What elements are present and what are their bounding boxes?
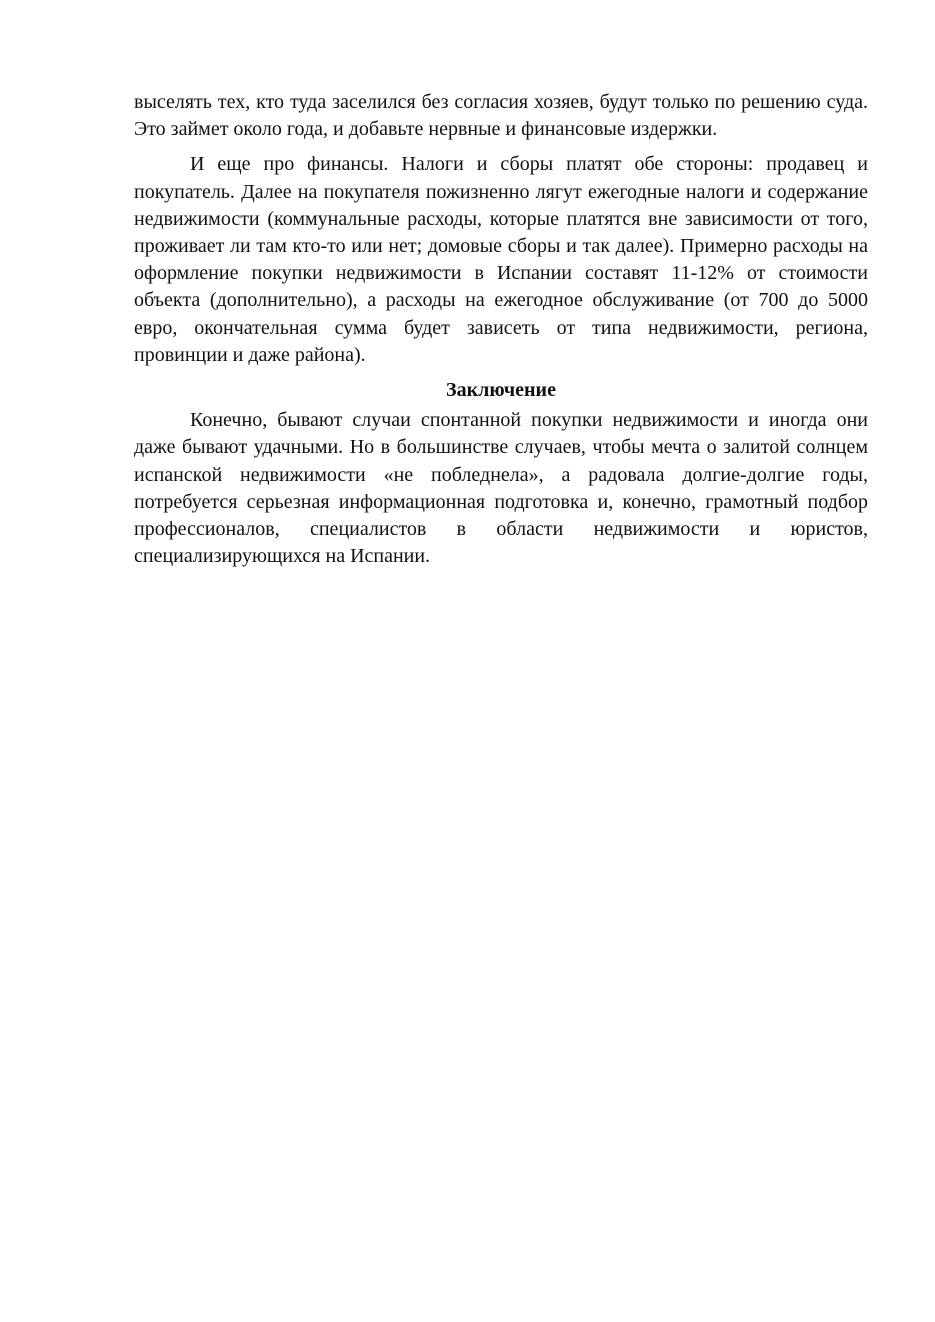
- paragraph-conclusion: Конечно, бывают случаи спонтанной покупки недвижимости и иногда они даже бывают удачными. Но в большинстве случаев, чтобы мечта о залитой солнцем испанской недвижимости «не побледнела», а радовала долгие-долгие годы, потребуется серьезная информационная подготовка и, конечно, грамотный подбор профессионалов, специалистов в области недвижимости и юристов, специализирующихся на Испании.: [134, 409, 868, 568]
- paragraph-finances: И еще про финансы. Налоги и сборы платят обе стороны: продавец и покупатель. Далее на покупателя пожизненно лягут ежегодные налоги и содержание недвижимости (коммунальные расходы, которые платятся вне зависимости от того, проживает ли там кто-то или нет; домовые сборы и так далее). Примерно расходы на оформление покупки недвижимости в Испании составят 11-12% от стоимости объекта (дополнительно), а расходы на ежегодное обслуживание (от 700 до 5000 евро, окончательная сумма будет зависеть от типа недвижимости, региона, провинции и даже района).: [134, 153, 868, 366]
- paragraph-continued: выселять тех, кто туда заселился без согласия хозяев, будут только по решению суда. Это займет около года, и добавьте нервные и финансовые издержки.: [134, 91, 868, 141]
- document-body: [134, 89, 868, 570]
- section-heading-conclusion: Заключение: [446, 379, 556, 402]
